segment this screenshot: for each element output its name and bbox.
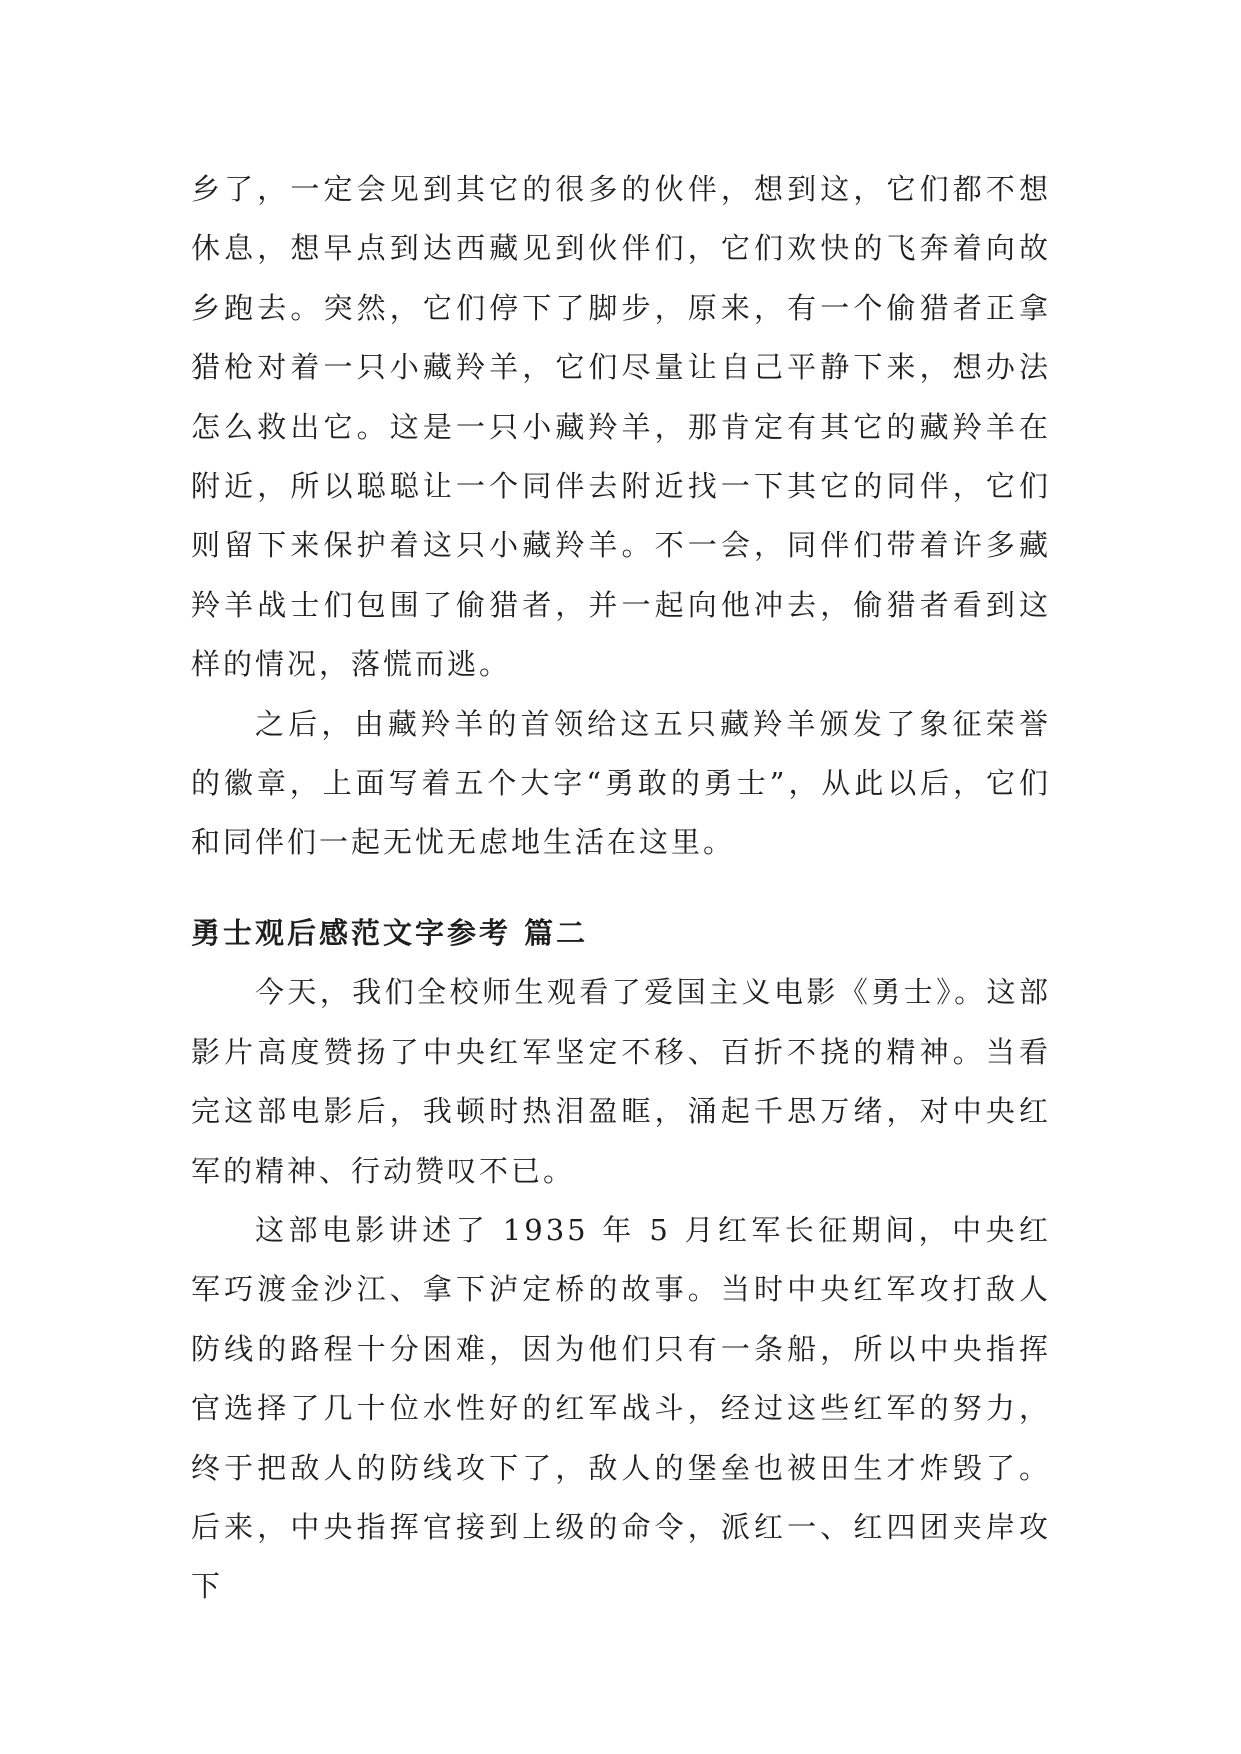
story-paragraph-1: 乡了，一定会见到其它的很多的伙伴，想到这，它们都不想休息，想早点到达西藏见到伙伴们，它们欢快的飞奔着向故乡跑去。突然，它们停下了脚步，原来，有一个偷猎者正拿猎枪对着一只小藏羚羊，它们尽量让自己平静下来，想办法怎么救出它。这是一只小藏羚羊，那肯定有其它的藏羚羊在附近，所以聪聪让一个同伴去附近找一下其它的同伴，它们则留下来保护着这只小藏羚羊。不一会，同伴们带着许多藏羚羊战士们包围了偷猎者，并一起向他冲去，偷猎者看到这样的情况，落慌而逃。 (191, 172, 1051, 682)
section-heading: 勇士观后感范文字参考 篇二 (191, 916, 589, 950)
essay-paragraph-1: 今天，我们全校师生观看了爱国主义电影《勇士》。这部影片高度赞扬了中央红军坚定不移、百折不挠的精神。当看完这部电影后，我顿时热泪盈眶，涌起千思万绪，对中央红军的精神、行动赞叹不已。 (191, 975, 1051, 1188)
essay-paragraph-2: 这部电影讲述了 1935 年 5 月红军长征期间，中央红军巧渡金沙江、拿下泸定桥的故事。当时中央红军攻打敌人防线的路程十分困难，因为他们只有一条船，所以中央指挥官选择了几十位水性好的红军战斗，经过这些红军的努力，终于把敌人的防线攻下了，敌人的堡垒也被田生才炸毁了。后来，中央指挥官接到上级的命令，派红一、红四团夹岸攻下 (191, 1213, 1051, 1604)
story-paragraph-2: 之后，由藏羚羊的首领给这五只藏羚羊颁发了象征荣誉的徽章，上面写着五个大字“勇敢的勇士”，从此以后，它们和同伴们一起无忧无虑地生活在这里。 (191, 706, 1051, 860)
essay-section-two (191, 904, 1051, 1617)
story-continuation (191, 160, 1051, 873)
